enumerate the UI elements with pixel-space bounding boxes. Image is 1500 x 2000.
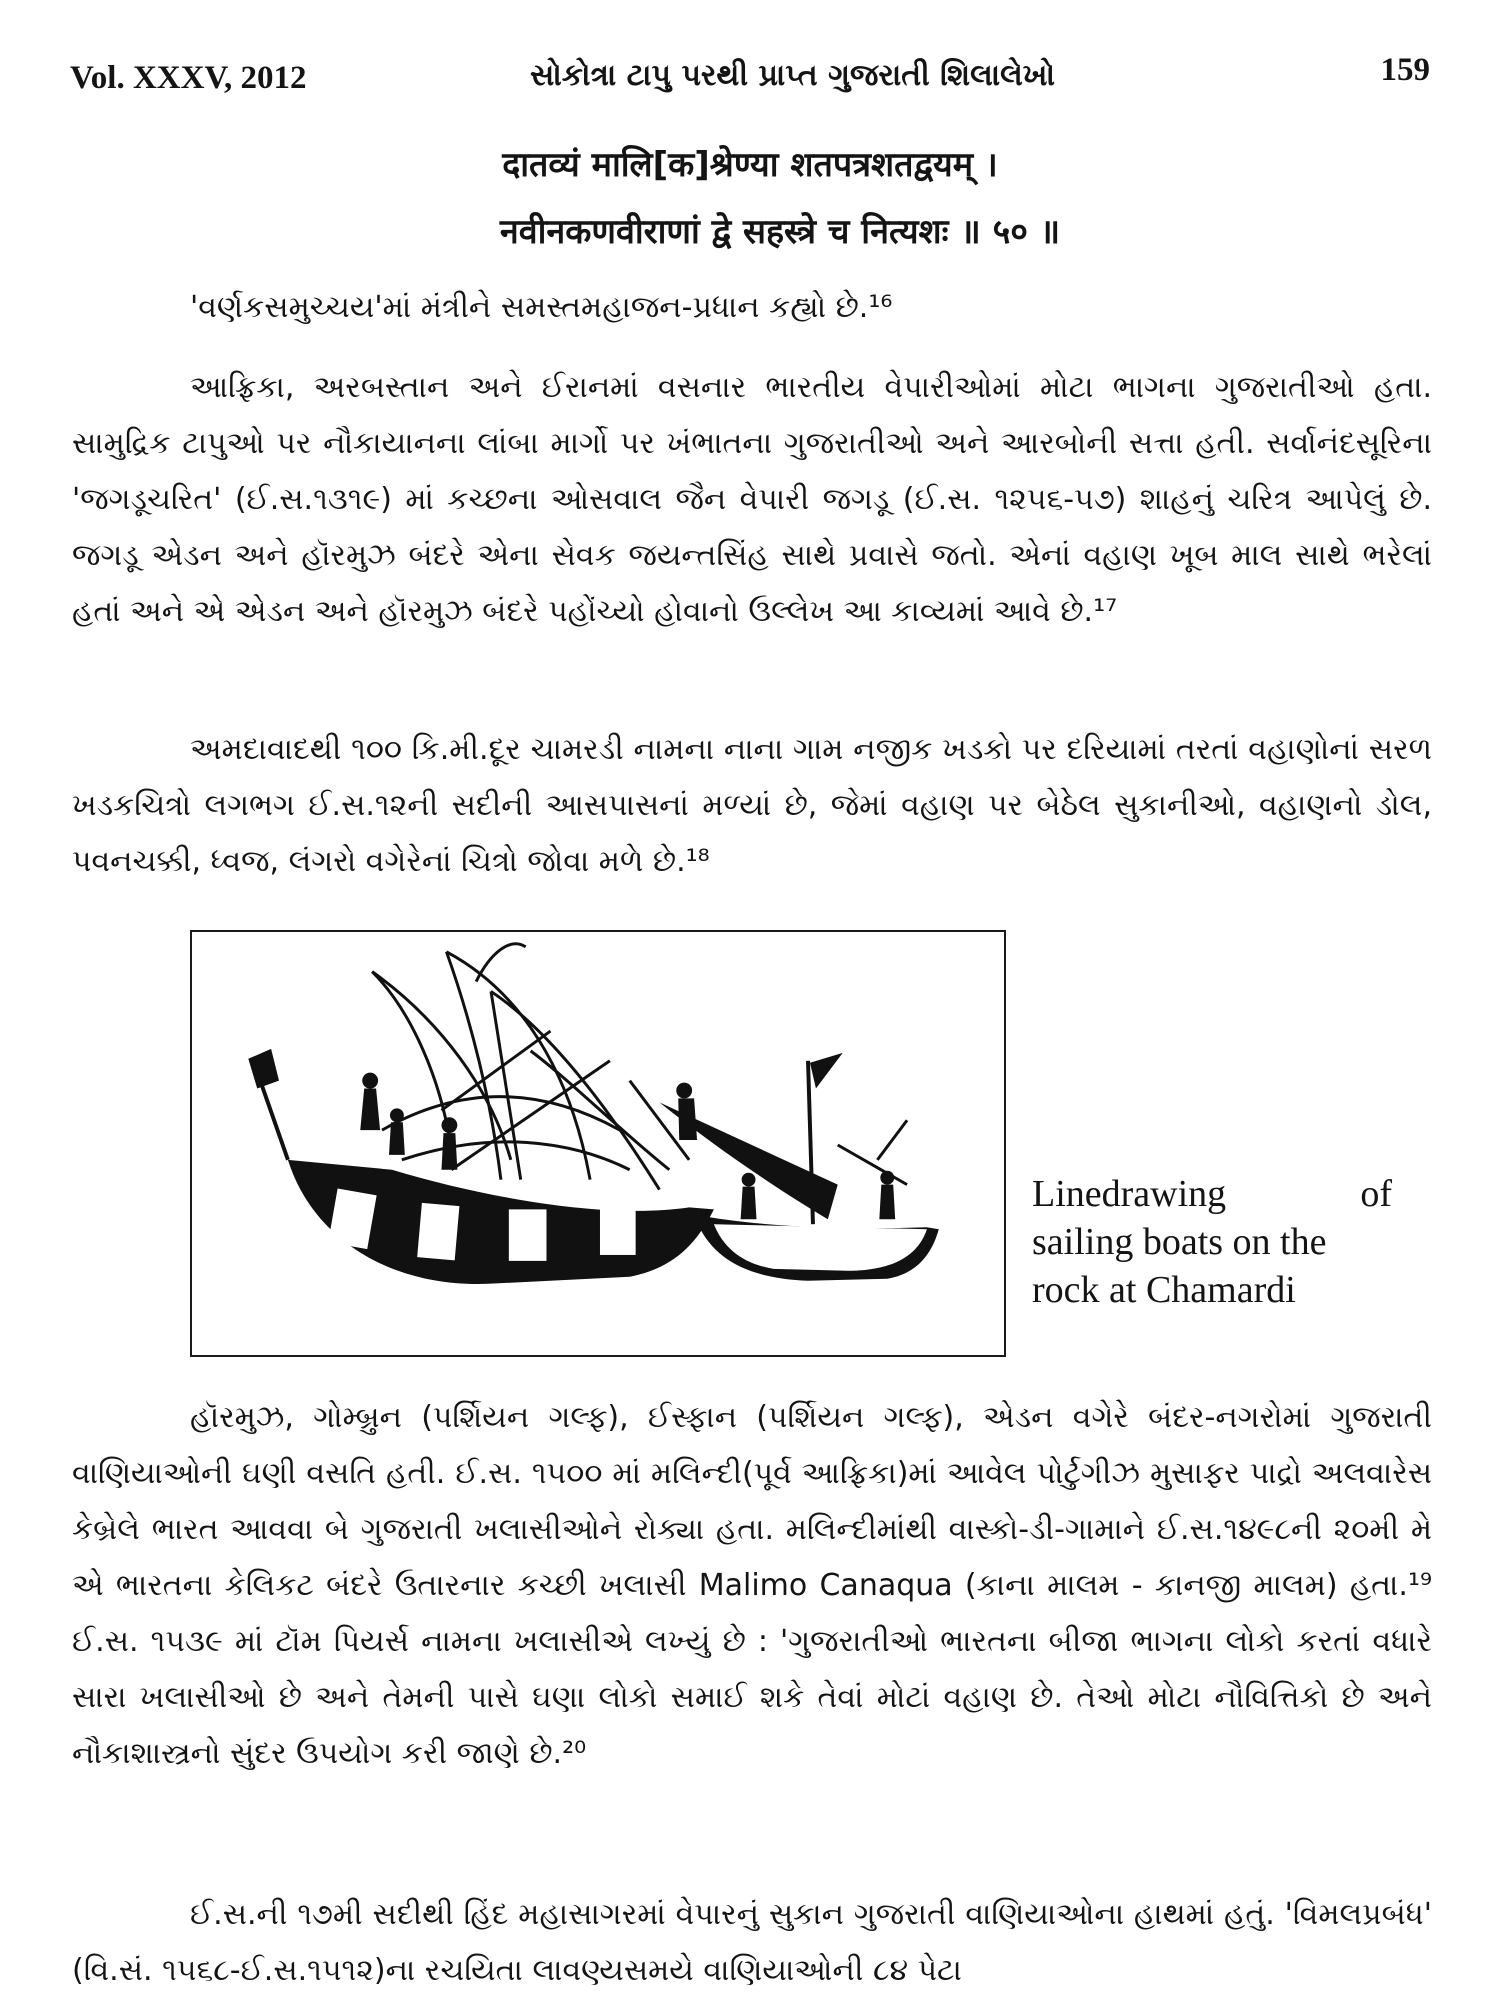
large-boat-flag (248, 1049, 279, 1089)
sanskrit-verse-line-1: दातव्यं मालि[क]श्रेण्या शतपत्रशतद्वयम् । (502, 145, 998, 185)
intro-paragraph (72, 280, 1432, 336)
paragraph-3-text: હૉરમુઝ, ગોમ્બ્રુન (પર્શિયન ગલ્ફ), ઈસ્ફાન (પર્શિયન ગલ્ફ), એડન વગેરે બંદર-નગરોમાં ગુજરાતી વાણિયાઓની ઘણી વસતિ હતી. ઈ.સ. ૧૫૦૦ માં મલિન્દી(પૂર્વ આફ્રિકા)માં આવેલ પોર્ટુગીઝ મુસાફર પાદ્રો અલવારેસ કેબ્રેલે ભારત આવવા બે ગુજરાતી ખલાસીઓને રોક્યા હતા. મલિન્દીમાંથી વાસ્કો-ડી-ગામાને ઈ.સ.૧૪૯૮ની ૨૦મી મે એ ભારતના કેલિકટ બંદરે ઉતારનાર કચ્છી ખલાસી Malimo Canaqua (કાના માલમ - કાનજી માલમ) હતા.¹⁹ ઈ.સ. ૧૫૩૯ માં ટૉમ પિયર્સ નામના ખલાસીએ લખ્યું છે : 'ગુજરાતીઓ ભારતના બીજા ભાગના લોકો કરતાં વધારે સારા ખલાસીઓ છે અને તેમની પાસે ઘણા લોકો સમાઈ શકે તેવાં મોટાં વહાણ છે. તેઓ મોટા નૌવિત્તિકો છે અને નૌકાશાસ્ત્રનો સુંદર ઉપયોગ કરી જાણે છે.²⁰ (72, 1400, 1432, 1771)
caption-line-2: sailing boats on the (1032, 1221, 1327, 1263)
hull-panel (509, 1209, 547, 1261)
small-boat-oar (838, 1120, 907, 1184)
volume-label: Vol. XXXV, 2012 (70, 60, 307, 96)
hull-panel (417, 1203, 459, 1261)
caption-line-1-word-2: of (1360, 1173, 1392, 1215)
page-number: 159 (1380, 52, 1430, 88)
caption-line-1 (1032, 1170, 1392, 1218)
paragraph-2-text: અમદાવાદથી ૧૦૦ કિ.મી.દૂર ચામરડી નામના નાના ગામ નજીક ખડકો પર દરિયામાં તરતાં વહાણોનાં સરળ ખડકચિત્રો લગભગ ઈ.સ.૧૨ની સદીની આસપાસનાં મળ્યાં છે, જેમાં વહાણ પર બેઠેલ સુકાનીઓ, વહાણનો ડોલ, પવનચક્કી, ધ્વજ, લંગરો વગેરેનાં ચિત્રો જોવા મળે છે.¹⁸ (72, 732, 1432, 879)
paragraph-4 (72, 1887, 1432, 1999)
running-header (70, 50, 1430, 100)
caption-line-1-word-1: Linedrawing (1032, 1173, 1227, 1215)
paragraph-4-text: ઈ.સ.ની ૧૭મી સદીથી હિંદ મહાસાગરમાં વેપારનું સુકાન ગુજરાતી વાણિયાઓના હાથમાં હતું. 'વિમલપ્રબંધ' (વિ.સં. ૧૫૬૮-ઈ.સ.૧૫૧૨)ના રચયિતા લાવણ્યસમયે વાણિયાઓની ૮૪ પેટા (72, 1897, 1432, 1988)
large-boat-rigging (372, 944, 689, 1190)
paragraph-1 (72, 360, 1432, 640)
paragraph-3 (72, 1390, 1432, 1782)
intro-text: 'વર્ણકસમુચ્ચય'માં મંત્રીને સમસ્તમહાજન-પ્રધાન કહ્યો છે.¹⁶ (190, 290, 893, 325)
paragraph-2 (72, 722, 1432, 890)
hull-panel (600, 1205, 636, 1255)
rock-drawing-figure (190, 930, 1006, 1357)
small-boat-flag (810, 1053, 843, 1089)
running-title: સોકોત્રા ટાપુ પરથી પ્રાપ્ત ગુજરાતી શિલાલેખો (530, 58, 1055, 93)
figure-caption (1032, 1170, 1392, 1314)
large-boat-sailors (360, 1073, 697, 1170)
sailing-boats-drawing (192, 932, 1004, 1355)
sanskrit-verse-line-2: नवीनकणवीराणां द्वे सहस्त्रे च नित्यशः ॥ ५० ॥ (499, 212, 1061, 252)
caption-line-3: rock at Chamardi (1032, 1269, 1296, 1311)
paragraph-1-text: આફ્રિકા, અરબસ્તાન અને ઈરાનમાં વસનાર ભારતીય વેપારીઓમાં મોટા ભાગના ગુજરાતીઓ હતા. સામુદ્રિક ટાપુઓ પર નૌકાયાનના લાંબા માર્ગો પર ખંભાતના ગુજરાતીઓ અને આરબોની સત્તા હતી. સર્વાનંદસૂરિના 'જગડૂચરિત' (ઈ.સ.૧૩૧૯) માં કચ્છના ઓસવાલ જૈન વેપારી જગડૂ (ઈ.સ. ૧૨૫૬-૫૭) શાહનું ચરિત્ર આપેલું છે. જગડૂ એડન અને હૉરમુઝ બંદરે એના સેવક જયન્તસિંહ સાથે પ્રવાસે જતો. એનાં વહાણ ખૂબ માલ સાથે ભરેલાં હતાં અને એ એડન અને હૉરમુઝ બંદરે પહોંચ્યો હોવાનો ઉલ્લેખ આ કાવ્યમાં આવે છે.¹⁷ (72, 370, 1432, 629)
